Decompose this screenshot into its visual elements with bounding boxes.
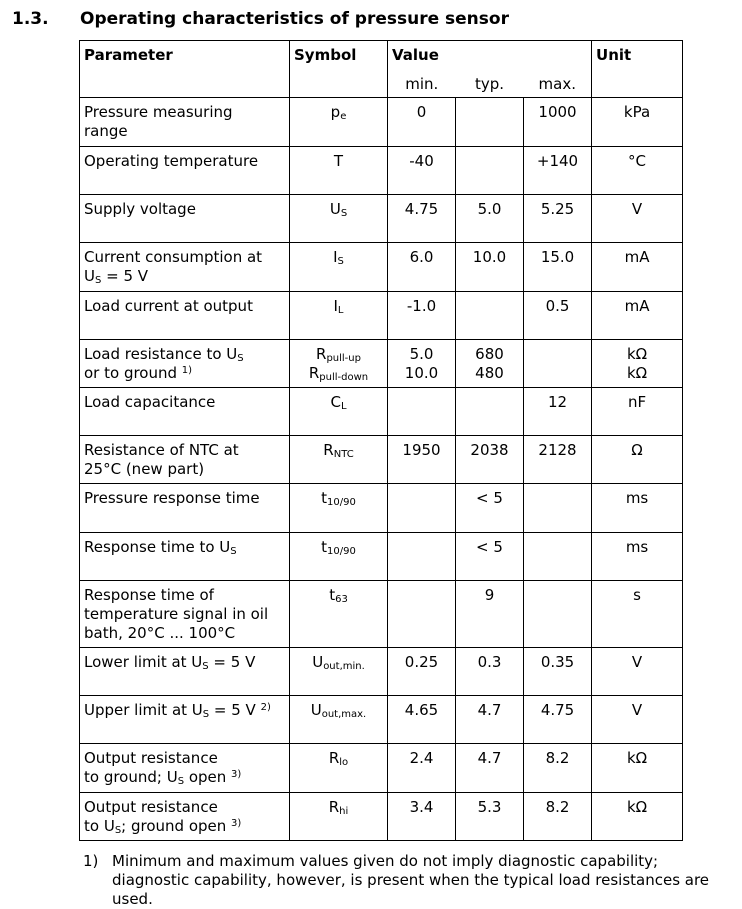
table-row: [80, 98, 683, 147]
typ-value: 5.0: [477, 200, 502, 218]
typ-value: 4.7: [477, 749, 502, 767]
unit-text: kΩ: [626, 749, 648, 767]
min-value: 4.65: [404, 701, 439, 719]
parameter-cell: [80, 696, 290, 744]
min-value: -40: [409, 152, 434, 170]
typ-value: 4.7: [477, 701, 502, 719]
max-value: 5.25: [540, 200, 575, 218]
max-value: 4.75: [540, 701, 575, 719]
typ-value-cell: [456, 147, 524, 195]
parameter-text: Output resistance: [84, 749, 218, 767]
symbol-text: $t_{63}$: [329, 586, 348, 605]
table-row: [80, 436, 683, 484]
header-min: min.: [388, 71, 456, 98]
parameter-cell: [80, 484, 290, 533]
unit-text: kΩ: [626, 345, 648, 363]
min-value-cell: [388, 581, 456, 648]
parameter-cell: [80, 436, 290, 484]
parameter-cell: [80, 793, 290, 841]
footnote-number: 1): [83, 852, 99, 870]
symbol-text: $p_e$: [330, 103, 347, 122]
symbol-text: $U_S$: [329, 200, 348, 219]
typ-value-cell: [456, 436, 524, 484]
table-row: [80, 484, 683, 533]
symbol-cell: [290, 533, 388, 581]
unit-text: °C: [628, 152, 647, 170]
min-value: 2.4: [409, 749, 434, 767]
parameter-cell: [80, 581, 290, 648]
max-value-cell: [524, 484, 592, 533]
min-value: -1.0: [406, 297, 437, 315]
max-value-cell: [524, 744, 592, 793]
parameter-text: Lower limit at $U_S = 5$ V: [84, 653, 256, 672]
max-value: 8.2: [545, 798, 570, 816]
max-value-cell: [524, 195, 592, 243]
max-value-cell: [524, 533, 592, 581]
unit-cell: [592, 484, 683, 533]
max-value: 1000: [538, 103, 577, 121]
parameter-text: bath, 20°C ... 100°C: [84, 624, 236, 642]
max-value-cell: [524, 648, 592, 696]
header-parameter: Parameter: [80, 41, 290, 98]
unit-cell: [592, 292, 683, 340]
parameter-text: Pressure response time: [84, 489, 260, 507]
symbol-cell: [290, 388, 388, 436]
table-row: [80, 292, 683, 340]
unit-cell: [592, 793, 683, 841]
unit-cell: [592, 581, 683, 648]
typ-value-cell: [456, 484, 524, 533]
min-value-cell: [388, 793, 456, 841]
table-row: [80, 793, 683, 841]
min-value-cell: [388, 147, 456, 195]
typ-value: 0.3: [477, 653, 502, 671]
parameter-text: Response time of: [84, 586, 214, 604]
table-row: [80, 195, 683, 243]
min-value-cell: [388, 696, 456, 744]
table-row: [80, 744, 683, 793]
typ-value: 10.0: [472, 248, 507, 266]
section-number: 1.3.: [12, 9, 49, 29]
min-value-cell: [388, 533, 456, 581]
typ-value: 9: [484, 586, 495, 604]
max-value-cell: [524, 340, 592, 388]
table-row: [80, 340, 683, 388]
unit-cell: [592, 98, 683, 147]
parameter-text: or to ground $^{1)}$: [84, 364, 193, 382]
max-value-cell: [524, 243, 592, 292]
parameter-text: Operating temperature: [84, 152, 259, 170]
parameter-text: Supply voltage: [84, 200, 196, 218]
unit-text: s: [633, 586, 641, 604]
parameter-cell: [80, 388, 290, 436]
symbol-cell: [290, 696, 388, 744]
table-row: [80, 648, 683, 696]
unit-text: mA: [624, 248, 650, 266]
characteristics-table: [79, 40, 683, 841]
max-value-cell: [524, 292, 592, 340]
max-value: 8.2: [545, 749, 570, 767]
max-value-cell: [524, 793, 592, 841]
unit-text: kΩ: [626, 798, 648, 816]
parameter-text: Response time to $U_S$: [84, 538, 237, 557]
symbol-text: $U_{out,max.}$: [310, 701, 367, 720]
symbol-text: $U_{out,min.}$: [312, 653, 365, 672]
unit-text: V: [631, 200, 643, 218]
table-row: [80, 147, 683, 195]
symbol-cell: [290, 581, 388, 648]
max-value-cell: [524, 581, 592, 648]
max-value: 0.35: [540, 653, 575, 671]
parameter-cell: [80, 340, 290, 388]
symbol-cell: [290, 340, 388, 388]
symbol-cell: [290, 195, 388, 243]
typ-value: 480: [475, 364, 504, 382]
section-title: Operating characteristics of pressure sensor: [80, 9, 509, 29]
table-row: [80, 388, 683, 436]
symbol-text: $t_{10/90}$: [321, 489, 356, 508]
min-value-cell: [388, 744, 456, 793]
parameter-text: $U_S = 5$ V: [84, 267, 149, 286]
parameter-cell: [80, 292, 290, 340]
symbol-text: $I_L$: [333, 297, 344, 316]
min-value: 5.0: [409, 345, 434, 363]
min-value: 6.0: [409, 248, 434, 266]
parameter-text: Load current at output: [84, 297, 253, 315]
header-value: Value: [388, 41, 592, 72]
parameter-text: Output resistance: [84, 798, 218, 816]
typ-value-cell: [456, 581, 524, 648]
header-max: max.: [524, 71, 592, 98]
min-value-cell: [388, 292, 456, 340]
unit-cell: [592, 436, 683, 484]
symbol-cell: [290, 243, 388, 292]
typ-value-cell: [456, 243, 524, 292]
typ-value-cell: [456, 292, 524, 340]
min-value-cell: [388, 340, 456, 388]
parameter-text: 25°C (new part): [84, 460, 205, 478]
unit-text: kΩ: [626, 364, 648, 382]
symbol-text: $R_{NTC}$: [323, 441, 354, 460]
unit-text: V: [631, 701, 643, 719]
min-value: 1950: [402, 441, 441, 459]
parameter-text: temperature signal in oil: [84, 605, 269, 623]
header-symbol: Symbol: [290, 41, 388, 98]
max-value-cell: [524, 98, 592, 147]
typ-value: < 5: [476, 489, 503, 507]
parameter-text: range: [84, 122, 128, 140]
table-row: [80, 533, 683, 581]
symbol-text: T: [333, 152, 344, 170]
symbol-text: $R_{pull-down}$: [308, 364, 369, 383]
unit-text: kPa: [623, 103, 651, 121]
unit-cell: [592, 648, 683, 696]
max-value: 2128: [538, 441, 577, 459]
max-value: 15.0: [540, 248, 575, 266]
min-value: 4.75: [404, 200, 439, 218]
footnote-text: Minimum and maximum values given do not imply diagnostic capability; diagnostic capability, however, is present when the typical load resistances are used.: [112, 852, 710, 908]
typ-value-cell: [456, 533, 524, 581]
max-value: 0.5: [545, 297, 570, 315]
min-value-cell: [388, 98, 456, 147]
parameter-text: to $U_S$; ground open $^{3)}$: [84, 817, 242, 836]
typ-value: 680: [475, 345, 504, 363]
min-value: 10.0: [404, 364, 439, 382]
max-value: 12: [547, 393, 568, 411]
unit-cell: [592, 147, 683, 195]
max-value-cell: [524, 388, 592, 436]
symbol-cell: [290, 484, 388, 533]
unit-cell: [592, 744, 683, 793]
unit-cell: [592, 533, 683, 581]
unit-text: mA: [624, 297, 650, 315]
typ-value-cell: [456, 195, 524, 243]
symbol-cell: [290, 744, 388, 793]
parameter-text: Resistance of NTC at: [84, 441, 239, 459]
unit-text: Ω: [631, 441, 643, 459]
symbol-text: $t_{10/90}$: [321, 538, 356, 557]
typ-value-cell: [456, 696, 524, 744]
min-value: 3.4: [409, 798, 434, 816]
symbol-cell: [290, 98, 388, 147]
min-value-cell: [388, 484, 456, 533]
typ-value: < 5: [476, 538, 503, 556]
unit-text: V: [631, 653, 643, 671]
typ-value-cell: [456, 98, 524, 147]
typ-value-cell: [456, 388, 524, 436]
parameter-cell: [80, 195, 290, 243]
max-value-cell: [524, 696, 592, 744]
unit-text: nF: [627, 393, 647, 411]
parameter-cell: [80, 147, 290, 195]
min-value-cell: [388, 436, 456, 484]
typ-value: 5.3: [477, 798, 502, 816]
parameter-text: Current consumption at: [84, 248, 263, 266]
typ-value-cell: [456, 793, 524, 841]
symbol-text: $R_{pull-up}$: [316, 345, 361, 364]
typ-value-cell: [456, 744, 524, 793]
table-body: [80, 98, 683, 841]
symbol-text: $R_{lo}$: [328, 749, 349, 768]
symbol-cell: [290, 793, 388, 841]
min-value: 0: [416, 103, 427, 121]
symbol-cell: [290, 292, 388, 340]
parameter-cell: [80, 744, 290, 793]
max-value: +140: [536, 152, 579, 170]
parameter-cell: [80, 648, 290, 696]
table-row: [80, 581, 683, 648]
min-value-cell: [388, 648, 456, 696]
unit-text: ms: [625, 538, 649, 556]
symbol-cell: [290, 147, 388, 195]
parameter-text: Load capacitance: [84, 393, 216, 411]
parameter-text: Upper limit at $U_S = 5$ V $^{2)}$: [84, 701, 271, 720]
unit-cell: [592, 195, 683, 243]
symbol-text: $R_{hi}$: [328, 798, 349, 817]
table-row: [80, 696, 683, 744]
min-value-cell: [388, 195, 456, 243]
typ-value-cell: [456, 648, 524, 696]
symbol-text: $C_L$: [330, 393, 347, 412]
header-typ: typ.: [456, 71, 524, 98]
table-row: [80, 243, 683, 292]
min-value: 0.25: [404, 653, 439, 671]
unit-cell: [592, 340, 683, 388]
max-value-cell: [524, 436, 592, 484]
typ-value: 2038: [470, 441, 509, 459]
unit-cell: [592, 696, 683, 744]
parameter-text: to ground; $U_S$ open $^{3)}$: [84, 768, 242, 787]
parameter-cell: [80, 243, 290, 292]
parameter-text: Load resistance to $U_S$: [84, 345, 244, 364]
max-value-cell: [524, 147, 592, 195]
symbol-cell: [290, 436, 388, 484]
symbol-text: $I_S$: [333, 248, 344, 267]
parameter-text: Pressure measuring: [84, 103, 233, 121]
parameter-cell: [80, 98, 290, 147]
min-value-cell: [388, 388, 456, 436]
unit-text: ms: [625, 489, 649, 507]
unit-cell: [592, 388, 683, 436]
unit-cell: [592, 243, 683, 292]
parameter-cell: [80, 533, 290, 581]
header-unit: Unit: [592, 41, 683, 98]
typ-value-cell: [456, 340, 524, 388]
min-value-cell: [388, 243, 456, 292]
symbol-cell: [290, 648, 388, 696]
